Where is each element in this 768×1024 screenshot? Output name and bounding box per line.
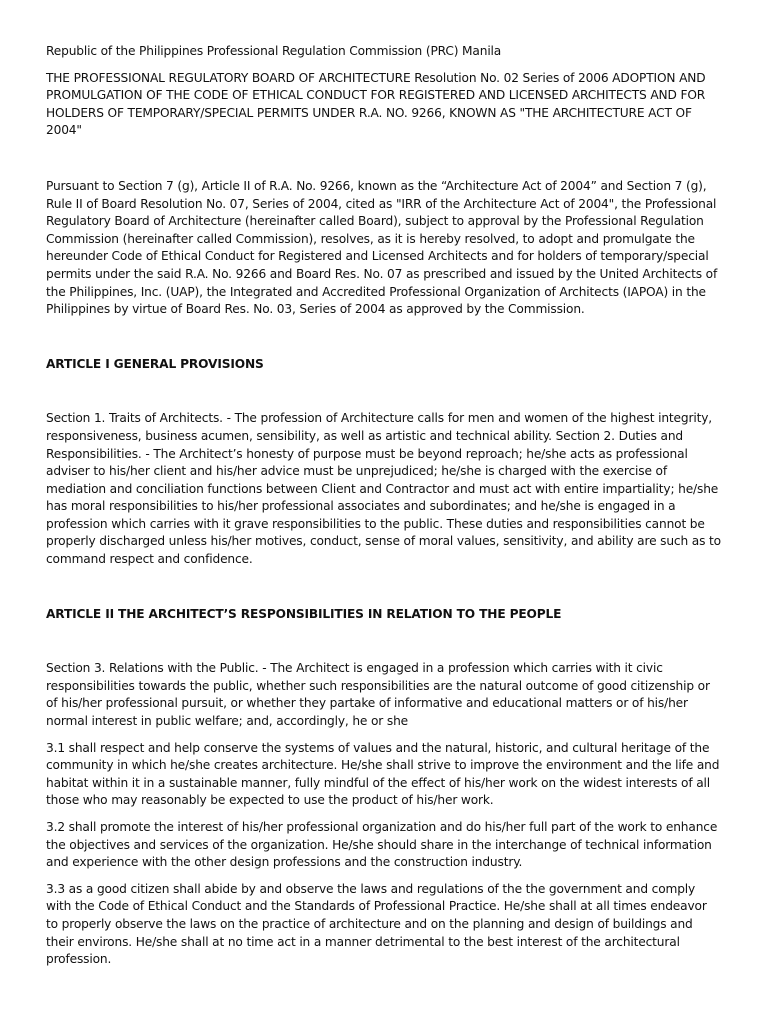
document-header: Republic of the Philippines Professional Regulation Commission (PRC) Manila — [46, 44, 502, 58]
intro-paragraph: Pursuant to Section 7 (g), Article II of R.A. No. 9266, known as the “Architecture Act of 2004” and Section 7 (g), Rule II of Board Resolution No. 07, Series of 2004, cited as "IRR of the Architecture Act of 2004", the Professional Regulatory Board of Architecture (hereinafter called Board), subject to approval by the Professional Regulation Commission (hereinafter called Commission), resolves, as it is hereby resolved, to adopt and promulgate the hereunder Code of Ethical Conduct for Registered and Licensed Architects and for holders of temporary/special permits under the said R.A. No. 9266 and Board Res. No. 07 as prescribed and issued by the United Architects of the Philippines, Inc. (UAP), the Integrated and Accredited Professional Organization of Architects (IAPOA) in the Philippines by virtue of Board Res. No. 03, Series of 2004 as approved by the Commission. — [46, 178, 718, 317]
section-3-1-paragraph: 3.1 shall respect and help conserve the systems of values and the natural, historic, and cultural heritage of the community in which he/she creates architecture. He/she shall strive to improve the environment and the life and habitat within it in a sustainable manner, fully mindful of the effect of his/her work on the widest interests of all those who may reasonably be expected to use the product of his/her work. — [46, 740, 720, 808]
section-3-2-paragraph: 3.2 shall promote the interest of his/her professional organization and do his/her full part of the work to enhance the objectives and services of the organization. He/she should share in the interchange of technical information and experience with the other design professions and the construction industry. — [46, 820, 718, 870]
resolution-title: THE PROFESSIONAL REGULATORY BOARD OF ARCHITECTURE Resolution No. 02 Series of 2006 ADOPTION AND PROMULGATION OF THE CODE OF ETHICAL CONDUCT FOR REGISTERED AND LICENSED ARCHITECTS AND FOR HOLDERS OF TEMPORARY/SPECIAL PERMITS UNDER R.A. NO. 9266, KNOWN AS "THE ARCHITECTURE ACT OF 2004" — [46, 70, 706, 138]
section-3-paragraph: Section 3. Relations with the Public. - The Architect is engaged in a profession which carries with it civic responsibilities towards the public, whether such responsibilities are the natural outcome of good citizenship or of his/her professional pursuit, or whether they partake of informative and educational matters or of his/her normal interest in public welfare; and, accordingly, he or she — [46, 661, 710, 729]
article-2-heading: ARTICLE II THE ARCHITECT’S RESPONSIBILITIES IN RELATION TO THE PEOPLE — [46, 606, 562, 621]
article-1-heading: ARTICLE I GENERAL PROVISIONS — [46, 356, 264, 371]
article-1-body: Section 1. Traits of Architects. - The profession of Architecture calls for men and women of the highest integrity, responsiveness, business acumen, sensibility, as well as artistic and technical ability. Section 2. Duties and Responsibilities. - The Architect’s honesty of purpose must be beyond reproach; he/she acts as professional adviser to his/her client and his/her advice must be unprejudiced; he/she is charged with the exercise of mediation and conciliation functions between Client and Contractor and must act with entire impartiality; he/she has moral responsibilities to his/her professional associates and subordinates; and he/she is engaged in a profession which carries with it grave responsibilities to the public. These duties and responsibilities cannot be properly discharged unless his/her motives, conduct, sense of moral values, sensitivity, and ability are such as to command respect and confidence. — [46, 411, 721, 567]
section-3-3-paragraph: 3.3 as a good citizen shall abide by and observe the laws and regulations of the the government and comply with the Code of Ethical Conduct and the Standards of Professional Practice. He/she shall at all times endeavor to properly observe the laws on the practice of architecture and on the planning and design of buildings and their environs. He/she shall at no time act in a manner detrimental to the best interest of the architectural profession. — [46, 881, 707, 967]
